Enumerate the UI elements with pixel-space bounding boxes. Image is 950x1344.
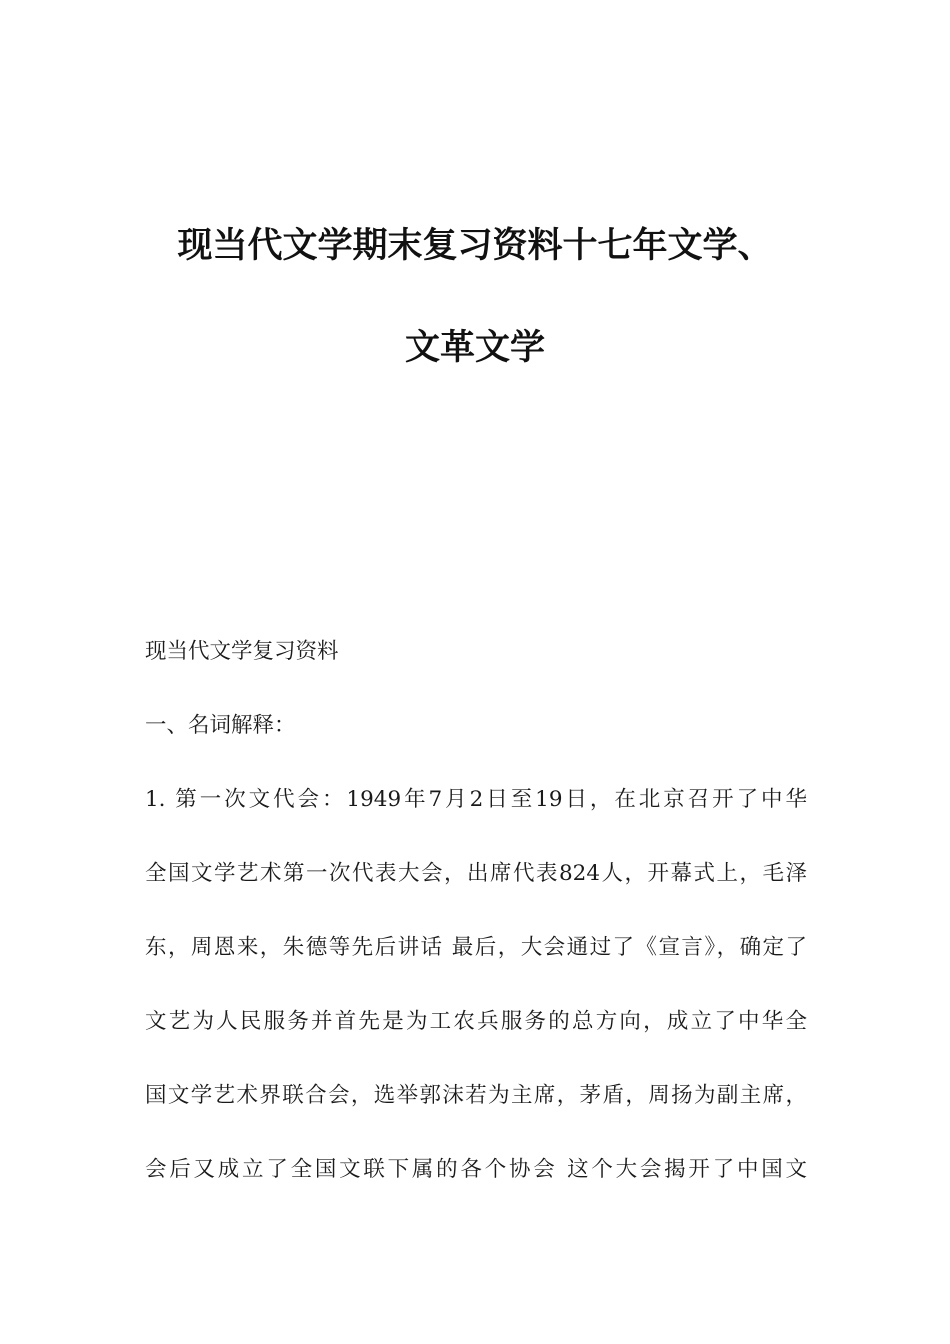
document-title-line-1: 现当代文学期末复习资料十七年文学、 (177, 226, 773, 266)
section-heading: 现当代文学复习资料 (145, 639, 339, 664)
paragraph-line-6: 会后又成立了全国文联下属的各个协会 这个大会揭开了中国文 (145, 1157, 807, 1182)
paragraph-line-4: 文艺为人民服务并首先是为工农兵服务的总方向，成立了中华全 (145, 1009, 807, 1034)
paragraph-line-2: 全国文学艺术第一次代表大会，出席代表824人，开幕式上，毛泽 (145, 861, 807, 886)
paragraph-line-1: 1. 第一次文代会：1949年7月2日至19日，在北京召开了中华 (145, 787, 807, 812)
paragraph-line-5: 国文学艺术界联合会，选举郭沫若为主席，茅盾，周扬为副主席， (145, 1083, 807, 1108)
document-title-line-2: 文革文学 (404, 328, 545, 368)
subsection-heading: 一、名词解释： (145, 713, 296, 738)
paragraph-line-3: 东，周恩来，朱德等先后讲话 最后，大会通过了《宣言》，确定了 (145, 935, 807, 960)
